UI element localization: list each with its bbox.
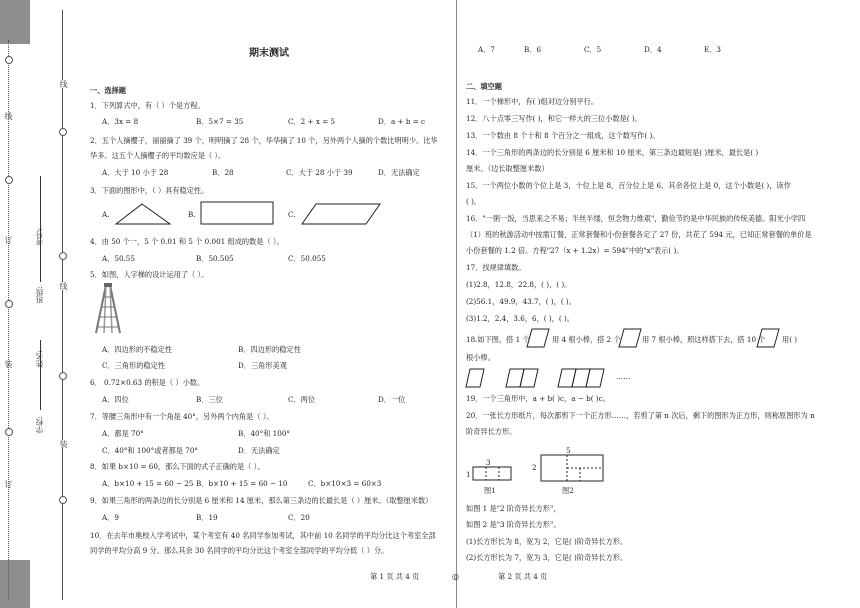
question-17-row: (2)56.1，49.9，43.7，( )，( )。: [466, 297, 576, 306]
section-heading: 二、填空题: [466, 82, 502, 91]
question-17: 17．找规律填数。: [466, 263, 526, 272]
ladder-image: [94, 283, 122, 335]
option[interactable]: A．四边形的不稳定性: [102, 345, 172, 354]
seal-char-zhuang-2: 装: [59, 440, 68, 448]
name-label: 姓名:: [35, 350, 44, 368]
column-separator: [456, 0, 457, 608]
option[interactable]: B．b×10 + 15 = 60 − 10: [196, 479, 288, 488]
seal-char-ding-2: 订: [4, 480, 13, 488]
fig2-height: 2: [532, 463, 537, 472]
question-17-row: (1)2.8，12.8，22.8，( )，( )。: [466, 280, 572, 289]
option[interactable]: B.: [188, 210, 196, 219]
question-15-cont: ( )。: [466, 197, 482, 206]
option[interactable]: D．一位: [378, 395, 406, 404]
option[interactable]: D．4: [644, 45, 662, 54]
option[interactable]: A．50.55: [102, 254, 135, 263]
option[interactable]: C．50.055: [288, 254, 326, 263]
continuation-dots: ……: [616, 372, 631, 381]
question-14: 14．一个三角形的两条边的长分别是 6 厘米和 10 厘米，第三条边最短是( )厘米，最长是( ): [466, 148, 759, 157]
option[interactable]: A．3x = 8: [102, 117, 139, 126]
option[interactable]: A．b×10 + 15 = 60 − 25: [102, 479, 194, 488]
option[interactable]: B．19: [196, 513, 218, 522]
option[interactable]: C．两位: [288, 395, 316, 404]
option[interactable]: B．三位: [196, 395, 223, 404]
seal-char-ding: 订: [4, 236, 13, 244]
option[interactable]: B．6: [524, 45, 542, 54]
option[interactable]: A．四位: [102, 395, 129, 404]
class-label: 班级:: [35, 286, 44, 304]
option[interactable]: E．3: [704, 45, 722, 54]
option[interactable]: C．40°和 100°或者都是 70°: [102, 446, 198, 455]
seal-circle: [5, 56, 13, 64]
question-15: 15．一个两位小数的个位上是 3，十位上是 8，百分位上是 6，其余各位上是 0，这个小数是( )，读作: [466, 181, 791, 190]
fig1-height: 1: [466, 470, 471, 479]
center-mark: ◎: [452, 572, 459, 581]
question-16-cont2: 小份套餐的 1.2 倍。方程"27（x + 1.2x）= 594"中的"x"表示( )。: [466, 246, 684, 255]
option[interactable]: C．三角形的稳定性: [102, 361, 166, 370]
seal-circle: [5, 300, 13, 308]
option[interactable]: B．5×7 = 35: [196, 117, 244, 126]
parallelogram-icon: [618, 328, 642, 348]
question-10: 10．在去年市奥校入学考试中，某个考室有 40 名同学参加考试，其中前 10 名同学的平均分比这个考室全部: [90, 531, 436, 540]
left-page: [88, 0, 450, 608]
seal-char-line: 线: [4, 112, 13, 120]
option[interactable]: A．9: [102, 513, 119, 522]
figure-2-rect: [540, 454, 606, 484]
page-number-left: 第 1 页 共 4 页: [370, 572, 420, 581]
seal-char-line-3: 线: [59, 282, 68, 290]
school-label: 学校:: [35, 416, 44, 434]
option[interactable]: B．28: [212, 168, 234, 177]
exam-number-field[interactable]: [40, 176, 41, 224]
question-4: 4．由 50 个一，5 个 0.01 和 5 个 0.001 组成的数是（ ）。: [90, 237, 284, 246]
page-number-right: 第 2 页 共 4 页: [498, 572, 548, 581]
option[interactable]: C．5: [584, 45, 602, 54]
question-7: 7．等腰三角形中有一个角是 40°，另外两个内角是（ ）。: [90, 412, 274, 421]
question-2-cont: 华多。这五个人摘樱子的平均数应是（ ）。: [90, 151, 226, 160]
fig1-width: 3: [486, 458, 491, 467]
question-16: 16．"一粥一饭，当思来之不易；半丝半缕，恒念物力维艰"，勤俭节约是中华民族的传统美德。阳光小学四: [466, 214, 806, 223]
seal-circle: [5, 428, 13, 436]
option[interactable]: A．大于 10 小于 28: [102, 168, 169, 177]
option[interactable]: A．都是 70°: [102, 429, 144, 438]
question-14-cont: 厘米。（边长取整厘米数）: [466, 164, 549, 173]
section-heading: 一、选择题: [90, 86, 126, 95]
option[interactable]: C．大于 28 小于 39: [286, 168, 353, 177]
figure-1-caption: 图1: [484, 486, 496, 495]
seal-char-zhuang: 装: [4, 360, 13, 368]
figure-2-caption: 图2: [562, 486, 574, 495]
question-3: 3．下面的图形中，（ ）具有稳定性。: [90, 186, 209, 195]
figure-description-1: 如图 1 是"2 阶奇异长方形"，: [466, 504, 561, 513]
figure-description-2: 如图 2 是"3 阶奇异长方形"。: [466, 520, 561, 529]
page-title: 期末测试: [249, 48, 289, 59]
right-page: [464, 0, 836, 608]
question-1: 1．下列算式中，有（ ）个是方程。: [90, 101, 205, 110]
seal-dotted-line: [8, 40, 13, 600]
question-18-part: 用 4 根小棒，搭 2 个: [552, 335, 621, 344]
option[interactable]: B．50.505: [196, 254, 234, 263]
seal-circle: [59, 496, 67, 504]
question-20: 20．一张长方形纸片，每次都剪下一个正方形……，若剪了第 n 次后，剩下的图形为正方形，则称原图形为 n: [466, 411, 815, 420]
question-2: 2．五个人摘樱子，丽丽摘了 39 个，明明摘了 28 个，华华摘了 10 个，另外两个人摘的个数比明明少。比华: [90, 136, 438, 145]
sub-question-2: (2)长方形长为 7，宽为 3，它是( )阶奇异长方形。: [466, 553, 628, 562]
option[interactable]: D．无法确定: [378, 168, 420, 177]
option[interactable]: D．三角形美观: [238, 361, 287, 370]
question-19: 19．一个三角形中，a + b( )c，a − b( )c。: [466, 394, 610, 403]
parallelogram-icon: [526, 328, 550, 348]
triangle-figure: [114, 202, 174, 226]
rectangle-figure: [200, 201, 276, 227]
option[interactable]: A．7: [478, 45, 495, 54]
option[interactable]: A.: [102, 210, 110, 219]
seal-char-line-2: 线: [59, 80, 68, 88]
exam-number-label: 考号:: [35, 228, 44, 246]
option[interactable]: C．20: [288, 513, 310, 522]
question-18-part: 用( ): [782, 335, 798, 344]
question-20-cont: 阶奇异长方形。: [466, 427, 517, 436]
question-10-cont: 同学的平均分高 9 分。那么其余 30 名同学的平均分比这个考室全部同学的平均分低（ ）分。: [90, 546, 389, 555]
sub-question-1: (1)长方形长为 8，宽为 2，它是( )阶奇异长方形。: [466, 537, 628, 546]
option[interactable]: D．无法确定: [238, 446, 280, 455]
option[interactable]: D．a + b = c: [378, 117, 426, 126]
question-13: 13．一个数由 8 个十和 8 个百分之一组成，这个数写作( )。: [466, 131, 660, 140]
question-8: 8．如果 b×10 = 60，那么下面的式子正确的是（ ）。: [90, 462, 265, 471]
option[interactable]: B．40°和 100°: [238, 429, 290, 438]
option[interactable]: C.: [288, 210, 296, 219]
question-9: 9．如果三角形的两条边的长分别是 6 厘米和 14 厘米，那么第三条边的长最长是（ ）厘米。（取整厘米数）: [90, 496, 433, 505]
seal-circle: [59, 128, 67, 136]
binding-gray-top: [0, 0, 30, 44]
binding-margin: [0, 0, 78, 608]
seal-circle: [59, 372, 67, 380]
seal-circle: [5, 176, 13, 184]
question-5: 5．如图，人字梯的设计运用了（ ）。: [90, 270, 209, 279]
parallelogram-icon: [756, 328, 780, 348]
question-6: 6． 0.72×0.63 的积是（ ）小数。: [90, 378, 205, 387]
binding-gray-bottom: [0, 560, 30, 608]
option[interactable]: C．2 + x = 5: [288, 117, 336, 126]
option[interactable]: C．b×10×3 = 60×3: [308, 479, 382, 488]
parallelogram-figure: [302, 202, 382, 226]
figure-1-rect: [472, 466, 514, 482]
question-17-row: (3)1.2，2.4，3.6，6，( )，( )。: [466, 314, 574, 323]
option[interactable]: B．四边形的稳定性: [238, 345, 301, 354]
inner-seal-line: [62, 10, 63, 600]
question-18-cont: 根小棒。: [466, 353, 495, 362]
question-12: 12．八十点零三写作( )，和它一样大的三位小数是( )。: [466, 114, 642, 123]
stick-pattern-figure: [466, 368, 626, 388]
question-16-cont: （1）班的秋游活动中按需订餐，正常套餐和小份套餐各定了 27 份，共花了 594 元，已知正常套餐的单价是: [466, 230, 812, 239]
question-18-part: 用 7 根小棒，照这样搭下去，搭 10 个: [642, 335, 766, 344]
fig2-width: 5: [566, 446, 571, 455]
question-11: 11．一个梯形中，有( )组对边分别平行。: [466, 97, 599, 106]
question-18-part: 18.如下图，搭 1 个: [466, 335, 530, 344]
seal-circle: [59, 252, 67, 260]
